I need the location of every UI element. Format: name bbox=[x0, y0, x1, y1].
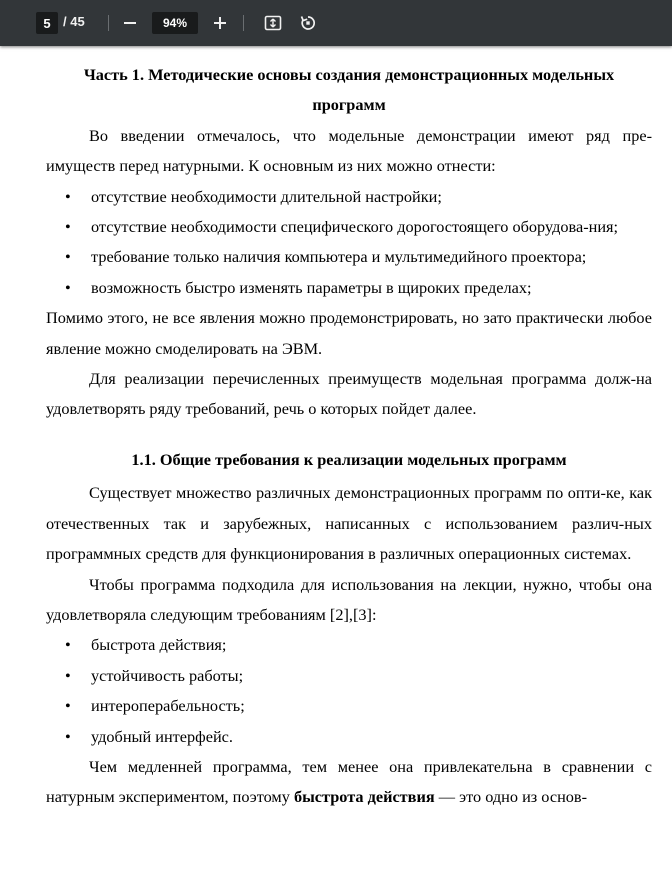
page-number-input[interactable]: 5 bbox=[36, 12, 58, 34]
zoom-out-button[interactable] bbox=[118, 11, 142, 35]
bullet-icon: • bbox=[65, 277, 71, 297]
speed-text-after: — это одно из основ- bbox=[438, 787, 588, 807]
plus-icon bbox=[213, 16, 227, 30]
list-item bbox=[46, 691, 652, 721]
besides-paragraph: Помимо этого, не все явления можно продемонстрировать, но зато практически любое явление можно смоделировать на ЭВМ. bbox=[46, 308, 652, 358]
rotate-button[interactable] bbox=[296, 11, 320, 35]
bullet-icon: • bbox=[65, 247, 71, 267]
list-item bbox=[46, 630, 652, 660]
speed-text-before: Чем медленней программа, тем менее она привлекательна в сравнении с натурным экспериментом, поэтому bbox=[46, 756, 652, 807]
advantages-list bbox=[46, 182, 652, 304]
bullet-icon: • bbox=[65, 665, 71, 685]
list-item-text: требование только наличия компьютера и мультимедийного проектора; bbox=[91, 247, 587, 267]
requirements-list bbox=[46, 630, 652, 752]
intro-paragraph: Во введении отмечалось, что модельные демонстрации имеют ряд пре-имуществ перед натурными. К основным из них можно отнести: bbox=[46, 125, 652, 176]
list-item bbox=[46, 242, 652, 272]
speed-paragraph bbox=[46, 752, 652, 813]
bullet-icon: • bbox=[65, 696, 71, 716]
list-item bbox=[46, 661, 652, 691]
zoom-in-button[interactable] bbox=[208, 11, 232, 35]
list-item bbox=[46, 273, 652, 303]
page-content bbox=[46, 60, 652, 813]
rotate-icon bbox=[299, 14, 317, 32]
minus-icon bbox=[123, 16, 137, 30]
chapter-title-line: Часть 1. Методические основы создания демонстрационных модельных bbox=[83, 65, 615, 84]
list-item-text: отсутствие необходимости специфического дорогостоящего оборудова-ния; bbox=[91, 217, 619, 237]
bullet-icon: • bbox=[65, 726, 71, 746]
fit-page-icon bbox=[264, 14, 282, 32]
chapter-title-line: программ bbox=[312, 95, 386, 115]
zoom-level-input[interactable]: 94% bbox=[152, 12, 198, 34]
fit-to-page-button[interactable] bbox=[261, 11, 285, 35]
list-item-text: возможность быстро изменять параметры в щироких пределах; bbox=[91, 277, 532, 297]
list-item bbox=[46, 722, 652, 752]
requirements-paragraph: Для реализации перечисленных преимуществ модельная программа долж-на удовлетворять ряду требований, речь о которых пойдет далее. bbox=[46, 369, 652, 419]
lecture-paragraph: Чтобы программа подходила для использования на лекции, нужно, чтобы она удовлетворяла следующим требованиям [2],[3]: bbox=[46, 574, 652, 624]
page-total-label: / 45 bbox=[63, 14, 85, 29]
bullet-icon: • bbox=[65, 217, 71, 237]
toolbar-divider bbox=[243, 15, 244, 31]
list-item bbox=[46, 212, 652, 242]
section-title: 1.1. Общие требования к реализации модельных программ bbox=[131, 449, 567, 469]
list-item-text: быстрота действия; bbox=[91, 635, 227, 655]
list-item-text: удобный интерфейс. bbox=[91, 726, 233, 746]
bullet-icon: • bbox=[65, 186, 71, 206]
toolbar-divider bbox=[108, 15, 109, 31]
list-item-text: отсутствие необходимости длительной настройки; bbox=[91, 186, 442, 206]
list-item-text: устойчивость работы; bbox=[91, 665, 244, 685]
speed-emphasis: быстрота действия bbox=[293, 787, 435, 807]
list-item bbox=[46, 182, 652, 212]
bullet-icon: • bbox=[65, 635, 71, 655]
chapter-title bbox=[46, 60, 652, 121]
list-item-text: интероперабельность; bbox=[91, 696, 245, 716]
programs-paragraph: Существует множество различных демонстрационных программ по опти-ке, как отечественных так и зарубежных, написанных с использованием различ-ных программных средств для функционирования в различных операционных системах. bbox=[46, 483, 652, 564]
pdf-page bbox=[0, 52, 672, 896]
pdf-toolbar bbox=[0, 0, 672, 46]
